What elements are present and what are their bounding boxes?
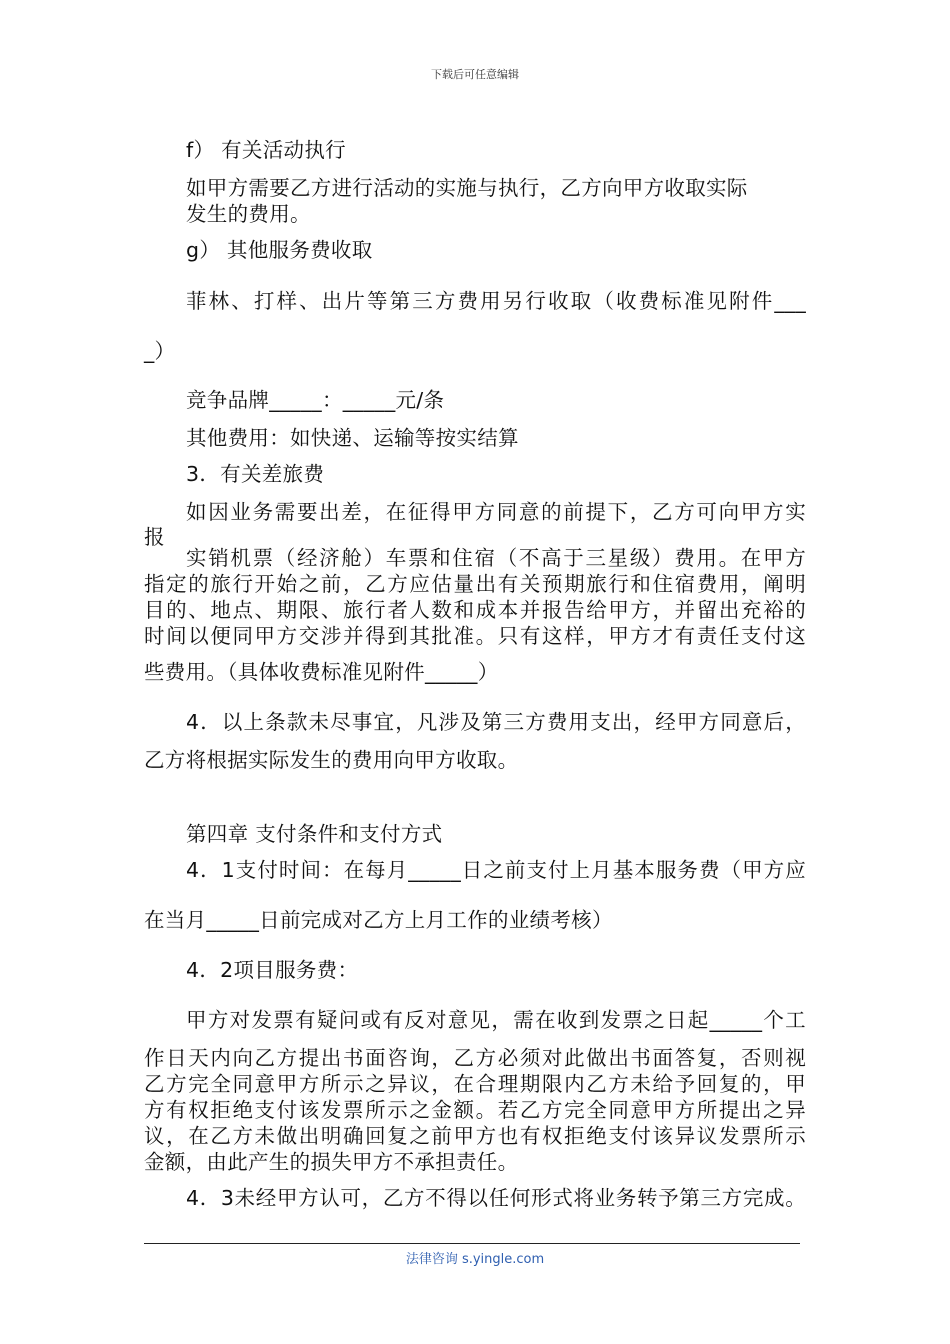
invoice-text-6: 金额，由此产生的损失甲方不承担责任。 <box>144 1150 519 1174</box>
project-fee-heading: 4．2项目服务费： <box>186 958 359 982</box>
travel-text-1: 如因业务需要出差，在征得甲方同意的前提下，乙方可向甲方实 <box>186 500 806 524</box>
clause-f-text: 如甲方需要乙方进行活动的实施与执行，乙方向甲方收取实际 <box>186 176 748 200</box>
clause-f-text-cont: 发生的费用。 <box>186 202 311 226</box>
page-header: 下载后可任意编辑 <box>431 68 519 81</box>
travel-text-7: 些费用。（具体收费标准见附件_____） <box>144 660 499 684</box>
clause-4-3: 4．3未经甲方认可，乙方不得以任何形式将业务转予第三方完成。 <box>186 1186 806 1210</box>
invoice-text-1: 甲方对发票有疑问或有反对意见，需在收到发票之日起_____个工 <box>186 1008 806 1032</box>
travel-text-2: 报 <box>144 525 165 549</box>
invoice-text-2: 作日天内向乙方提出书面咨询，乙方必须对此做出书面答复，否则视 <box>144 1046 806 1070</box>
invoice-text-5: 议，在乙方未做出明确回复之前甲方也有权拒绝支付该异议发票所示 <box>144 1124 806 1148</box>
invoice-text-3: 乙方完全同意甲方所示之异议，在合理期限内乙方未给予回复的，甲 <box>144 1072 806 1096</box>
travel-text-3: 实销机票（经济舱）车票和住宿（不高于三星级）费用。在甲方 <box>186 546 806 570</box>
footer-link[interactable]: 法律咨询 s.yingle.com <box>405 1252 545 1267</box>
chapter-4-heading: 第四章 支付条件和支付方式 <box>186 822 443 846</box>
section-4-text-2: 乙方将根据实际发生的费用向甲方收取。 <box>144 748 519 772</box>
payment-time-1: 4．1支付时间：在每月_____日之前支付上月基本服务费（甲方应 <box>186 858 806 882</box>
footer-divider <box>144 1243 800 1244</box>
clause-g-text-cont: _） <box>144 339 176 363</box>
other-fees: 其他费用：如快递、运输等按实结算 <box>186 426 519 450</box>
clause-g-heading: g） 其他服务费收取 <box>186 238 373 262</box>
competitor-brand-fee: 竞争品牌_____：_____元/条 <box>186 388 445 412</box>
travel-text-5: 目的、地点、期限、旅行者人数和成本并报告给甲方，并留出充裕的 <box>144 598 806 622</box>
clause-f-heading: f） 有关活动执行 <box>186 138 346 162</box>
payment-time-2: 在当月_____日前完成对乙方上月工作的业绩考核） <box>144 908 613 932</box>
invoice-text-4: 方有权拒绝支付该发票所示之金额。若乙方完全同意甲方所提出之异 <box>144 1098 806 1122</box>
travel-text-4: 指定的旅行开始之前，乙方应估量出有关预期旅行和住宿费用，阐明 <box>144 572 806 596</box>
section-4-text-1: 4．以上条款未尽事宜，凡涉及第三方费用支出，经甲方同意后， <box>186 710 806 734</box>
clause-g-text: 菲林、打样、出片等第三方费用另行收取（收费标准见附件___ <box>186 289 806 313</box>
travel-text-6: 时间以便同甲方交涉并得到其批准。只有这样，甲方才有责任支付这 <box>144 624 806 648</box>
section-3-heading: 3．有关差旅费 <box>186 462 325 486</box>
